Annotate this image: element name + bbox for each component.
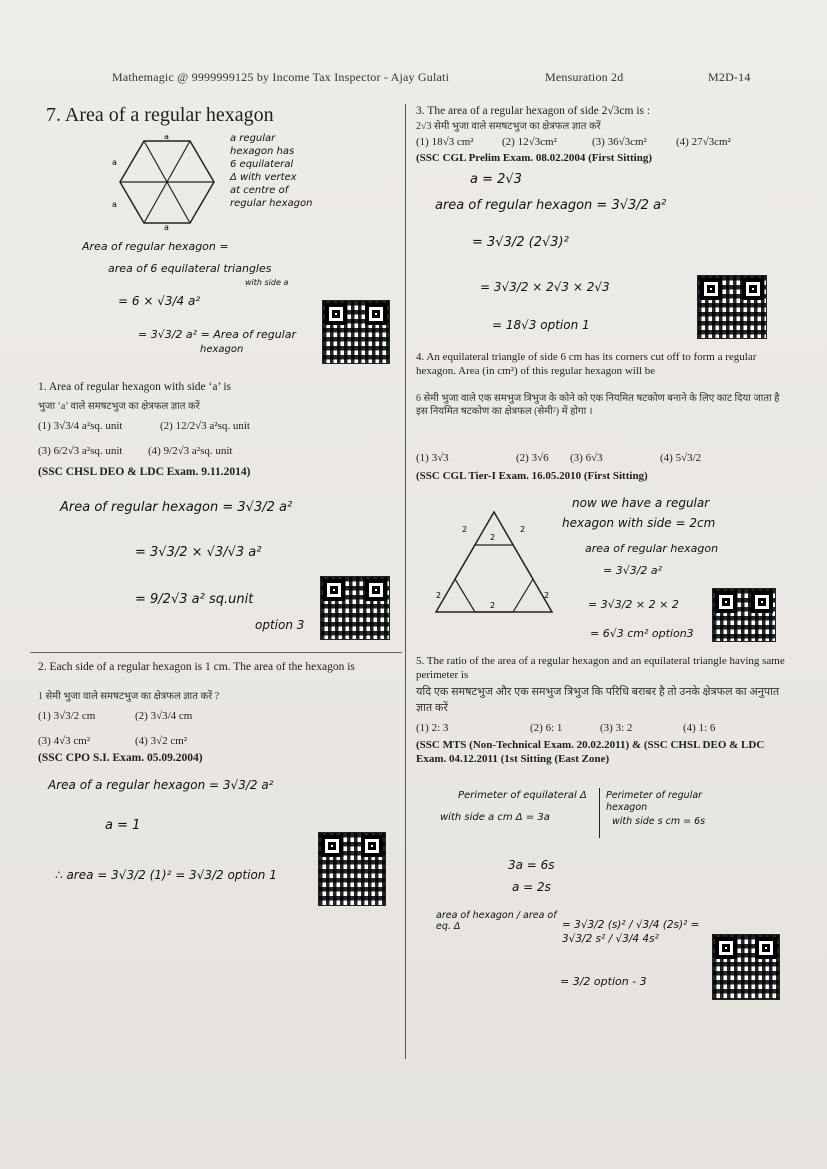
q3-option-4: (4) 27√3cm² [676, 136, 731, 148]
qr-code [320, 576, 390, 640]
q4-option-3: (3) 6√3 [570, 452, 603, 464]
q5-option-1: (1) 2: 3 [416, 722, 449, 734]
q5-work-7: area of hexagon / area of eq. Δ [436, 910, 557, 932]
q3-option-1: (1) 18√3 cm² [416, 136, 474, 148]
triangle-hexagon-diagram [432, 508, 556, 618]
q4-option-2: (2) 3√6 [516, 452, 549, 464]
q1-option-2: (2) 12/2√3 a²sq. unit [160, 420, 250, 432]
q5-work-2: with side a cm Δ = 3a [440, 812, 550, 823]
q4-exam: (SSC CGL Tier-I Exam. 16.05.2010 (First Sitting) [416, 470, 648, 482]
q5-work-9: = 3/2 option - 3 [560, 975, 647, 988]
q3-work-4: = 3√3/2 × 2√3 × 2√3 [480, 280, 610, 294]
q1-work-3: = 9/2√3 a² sq.unit [135, 592, 254, 607]
q2-work-2: a = 1 [105, 818, 141, 833]
q1-option-4: (4) 9/2√3 a²sq. unit [148, 445, 233, 457]
q3-exam: (SSC CGL Prelim Exam. 08.02.2004 (First Sitting) [416, 152, 652, 164]
q2-option-4: (4) 3√2 cm² [135, 735, 188, 747]
header-right: M2D-14 [708, 70, 751, 84]
hexagon-diagram [112, 135, 222, 230]
svg-text:a: a [112, 158, 117, 167]
section-title: 7. Area of a regular hexagon [46, 104, 274, 126]
q1-work-2: = 3√3/2 × √3/√3 a² [135, 545, 262, 560]
q4-work-5: = 3√3/2 × 2 × 2 [588, 598, 679, 611]
q4-work-6: = 6√3 cm² option3 [590, 627, 694, 640]
q3-option-3: (3) 36√3cm² [592, 136, 647, 148]
q4-text: 4. An equilateral triangle of side 6 cm has its corners cut off to form a regular hexagon. Area (in cm²) of this regular hexagon will be [416, 351, 757, 377]
header-left: Mathemagic @ 9999999125 by Income Tax Inspector - Ajay Gulati [112, 70, 450, 84]
q5-option-4: (4) 1: 6 [683, 722, 716, 734]
q4-work-3: area of regular hexagon [585, 542, 719, 555]
q5-text: 5. The ratio of the area of a regular hexagon and an equilateral triangle having same perimeter is [416, 655, 785, 681]
q2-hindi: 1 सेमी भुजा वाले समषटभुज का क्षेत्रफल ज्ञात करें ? [38, 691, 220, 702]
q2-option-2: (2) 3√3/4 cm [135, 710, 193, 722]
q2-option-1: (1) 3√3/2 cm [38, 710, 96, 722]
derivation-line-3: with side a [245, 278, 289, 287]
q4-work-1: now we have a regular [572, 496, 710, 510]
q2-text: 2. Each side of a regular hexagon is 1 cm. The area of the hexagon is [38, 661, 355, 673]
q2-work-3: ∴ area = 3√3/2 (1)² = 3√3/2 option 1 [55, 868, 277, 882]
separator [30, 652, 402, 653]
q4-work-2: hexagon with side = 2cm [562, 516, 716, 530]
q5-exam: (SSC MTS (Non-Technical Exam. 20.02.2011) & (SSC CHSL DEO & LDC Exam. 04.12.2011 (1st Sitting (East Zone) [416, 739, 765, 765]
svg-text:2: 2 [462, 525, 468, 534]
derivation-line-6: hexagon [200, 344, 244, 355]
q1-hindi: भुजा ‘a’ वाले समषटभुज का क्षेत्रफल ज्ञात करें [38, 401, 200, 412]
q3-work-1: a = 2√3 [470, 172, 522, 187]
q4-work-4: = 3√3/2 a² [603, 564, 663, 577]
q5-work-6: a = 2s [512, 880, 551, 894]
q1-work-4: option 3 [255, 618, 305, 632]
q2-exam: (SSC CPO S.I. Exam. 05.09.2004) [38, 752, 203, 764]
qr-code [322, 300, 390, 364]
header-center: Mensuration 2d [545, 70, 624, 84]
svg-text:2: 2 [436, 591, 442, 600]
svg-text:2: 2 [490, 601, 496, 610]
svg-text:2: 2 [544, 591, 550, 600]
svg-text:a: a [112, 200, 117, 209]
q3-option-2: (2) 12√3cm² [502, 136, 557, 148]
q5-work-1: Perimeter of equilateral Δ [458, 790, 587, 801]
q2-work-1: Area of a regular hexagon = 3√3/2 a² [48, 778, 274, 792]
q5-hindi: यदि एक समषटभुज और एक समभुज त्रिभुज कि परिधि बराबर है तो उनके क्षेत्रफल का अनुपात ज्ञात करें [416, 686, 780, 714]
column-divider [405, 104, 406, 1059]
q1-work-1: Area of regular hexagon = 3√3/2 a² [60, 500, 293, 515]
q5-work-8: = 3√3/2 (s)² / √3/4 (2s)² = 3√3/2 s² / √3/4 4s² [562, 919, 700, 945]
q3-work-2: area of regular hexagon = 3√3/2 a² [435, 198, 667, 213]
q2-option-3: (3) 4√3 cm² [38, 735, 91, 747]
q5-option-2: (2) 6: 1 [530, 722, 563, 734]
hexagon-note: a regular hexagon has 6 equilateral Δ with vertex at centre of regular hexagon [230, 133, 313, 209]
q4-option-4: (4) 5√3/2 [660, 452, 702, 464]
q1-exam: (SSC CHSL DEO & LDC Exam. 9.11.2014) [38, 466, 251, 478]
q5-work-3: Perimeter of regular hexagon [606, 790, 703, 813]
qr-code [318, 832, 386, 906]
q1-text: 1. Area of regular hexagon with side ‘a’ is [38, 381, 231, 393]
svg-text:a: a [164, 135, 169, 141]
derivation-line-5: = 3√3/2 a² = Area of regular [138, 328, 296, 341]
q1-option-1: (1) 3√3/4 a²sq. unit [38, 420, 123, 432]
q4-hindi: 6 सेमी भुजा वाले एक समभुज त्रिभुज के कोने को एक नियमित षटकोण बनाने के लिए काट दिया जाता है इस नियमित षटकोण का क्षेत्रफल (सेमी²) में होगा । [416, 393, 780, 417]
q3-work-3: = 3√3/2 (2√3)² [472, 235, 569, 250]
derivation-line-1: Area of regular hexagon = [82, 240, 229, 253]
derivation-line-2: area of 6 equilateral triangles [108, 262, 272, 275]
svg-text:2: 2 [490, 533, 496, 542]
svg-text:2: 2 [520, 525, 526, 534]
q3-work-5: = 18√3 option 1 [492, 318, 590, 332]
q3-hindi: 2√3 सेमी भुजा वाले समषटभुज का क्षेत्रफल ज्ञात करें [416, 121, 601, 132]
svg-text:a: a [164, 223, 169, 230]
q5-work-5: 3a = 6s [508, 858, 555, 872]
q5-work-4: with side s cm = 6s [612, 816, 706, 827]
q3-text: 3. The area of a regular hexagon of side 2√3cm is : [416, 105, 651, 117]
derivation-line-4: = 6 × √3/4 a² [118, 294, 201, 308]
q4-option-1: (1) 3√3 [416, 452, 449, 464]
qr-code [712, 588, 776, 642]
q5-option-3: (3) 3: 2 [600, 722, 633, 734]
q1-option-3: (3) 6/2√3 a²sq. unit [38, 445, 123, 457]
qr-code [712, 934, 780, 1000]
qr-code [697, 275, 767, 339]
work-divider [599, 788, 600, 838]
